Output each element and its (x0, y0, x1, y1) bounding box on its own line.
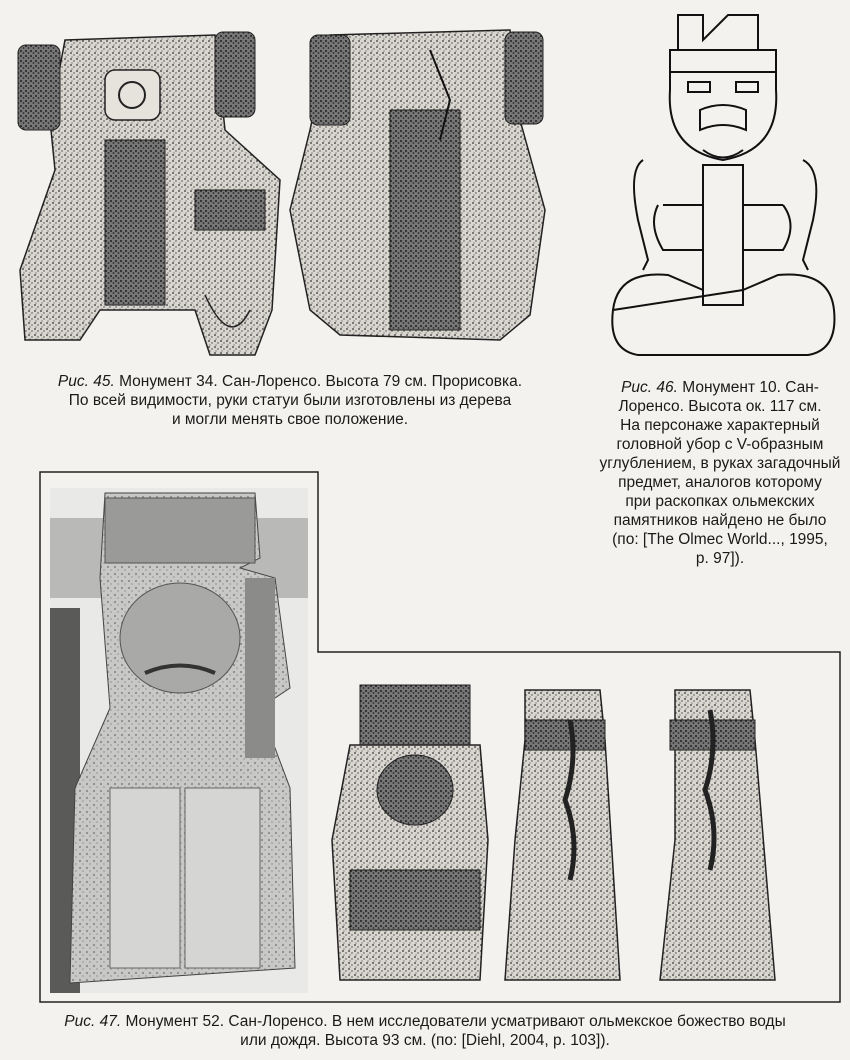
figure-47-drawings (330, 680, 830, 995)
figure-46-label: Рис. 46. (621, 379, 678, 396)
monument-52-photograph (50, 488, 308, 993)
figure-46-caption-line-1: Рис. 46. Монумент 10. Сан- (621, 379, 819, 396)
monument-52-side-view (505, 690, 620, 980)
figure-46-caption-line-4: головной убор с V-образным (616, 436, 824, 453)
figure-47-caption-line-1: Рис. 47. Монумент 52. Сан-Лоренсо. В нем исследователи усматривают ольмекское божество воды (64, 1013, 786, 1030)
monument-52-three-views (330, 680, 830, 995)
figure-46-caption-line-2: Лоренсо. Высота ок. 117 см. (618, 398, 822, 415)
monument-52-front-view (332, 685, 488, 980)
figure-45-caption-line-2: По всей видимости, руки статуи были изготовлены из дерева (68, 392, 512, 409)
figure-47-caption-line-2: или дождя. Высота 93 см. (по: [Diehl, 2004, p. 103]). (240, 1032, 610, 1049)
figure-46-caption-line-9: (по: [The Olmec World..., 1995, (612, 531, 828, 548)
figure-46-caption-line-6: предмет, аналогов которому (618, 474, 822, 491)
figure-46-caption-line-3: На персонаже характерный (620, 417, 820, 434)
figure-46-caption-line-5: углублением, в руках загадочный (599, 455, 841, 472)
figure-46-caption-line-8: памятников найдено не было (613, 512, 827, 529)
figure-45-caption-line-3: и могли менять свое положение. (171, 411, 409, 428)
figure-47-caption (20, 1012, 830, 1050)
figure-45-label: Рис. 45. (57, 373, 115, 390)
figure-47-photo (50, 488, 308, 993)
figure-46-caption-line-7: при раскопках ольмекских (625, 493, 815, 510)
figure-47-label: Рис. 47. (64, 1013, 122, 1030)
figure-45-caption-line-1: Рис. 45. Монумент 34. Сан-Лоренсо. Высота 79 см. Прорисовка. (57, 373, 523, 390)
figure-46-caption-line-10: p. 97]). (695, 550, 745, 567)
monument-52-back-view (660, 690, 775, 980)
